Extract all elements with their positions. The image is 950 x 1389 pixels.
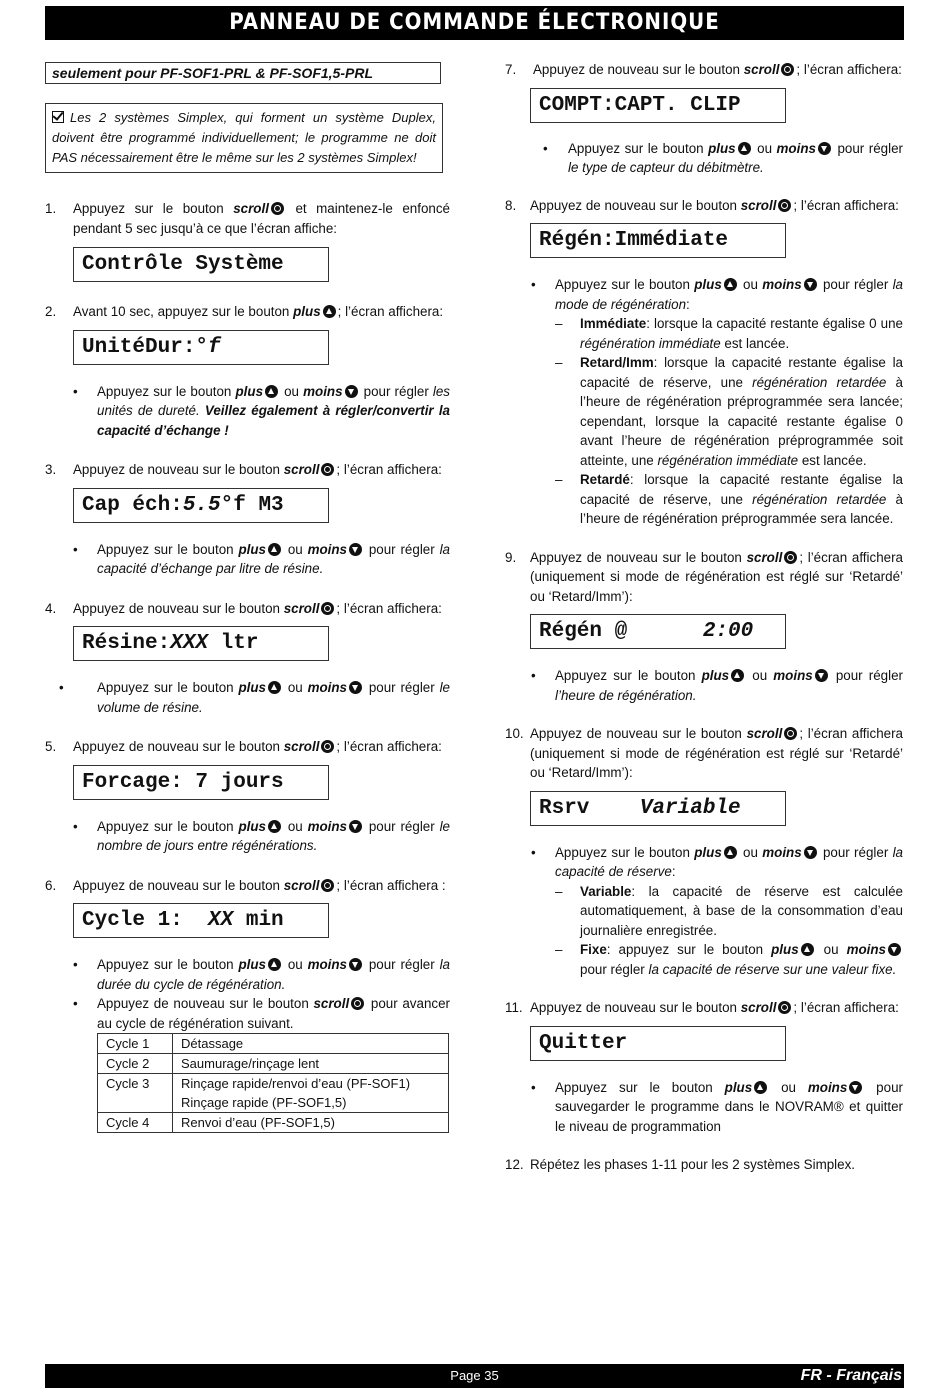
step-text: Répétez les phases 1-11 pour les 2 systèmes Simplex. bbox=[530, 1157, 856, 1172]
bullet-text: ou bbox=[282, 818, 308, 834]
bullet-italic: la capacité de réserve bbox=[555, 844, 903, 879]
option-name: Variable bbox=[580, 883, 632, 899]
bullet-dot: • bbox=[531, 1079, 536, 1095]
key-name: plus bbox=[238, 818, 266, 834]
bullet-text: Appuyez sur le bouton bbox=[568, 140, 709, 156]
lcd-display: Contrôle Système bbox=[73, 247, 329, 282]
lcd-display: COMPT:CAPT. CLIP bbox=[530, 88, 786, 123]
lcd-display bbox=[530, 614, 786, 649]
lcd-value: 5.5 bbox=[182, 493, 221, 517]
bullet-text: pour régler bbox=[818, 277, 893, 292]
bullet-text: pour avancer au cycle de régénération suivant. bbox=[97, 996, 450, 1031]
dash: – bbox=[555, 316, 563, 331]
lcd-value: 2:00 bbox=[702, 620, 754, 643]
lcd-display: Quitter bbox=[530, 1026, 786, 1061]
table-cell: Saumurage/rinçage lent bbox=[173, 1054, 449, 1074]
scroll-icon bbox=[321, 463, 334, 476]
lcd-text: ltr bbox=[208, 632, 259, 655]
step-number: 3. bbox=[45, 462, 57, 477]
sub-item bbox=[555, 940, 903, 979]
bullet-dot: • bbox=[531, 844, 536, 860]
sub-text: à l’heure de régénération préprogrammée sera lancée; cependant, lorsque la capacité restante égalise 0 avant l’heure de régénération préprogrammée soit atteinte, une bbox=[580, 374, 903, 468]
step-1 bbox=[45, 199, 450, 238]
bullet-italic: la mode de régénération bbox=[555, 277, 903, 312]
step-text: et maintenez-le enfoncé pendant 5 sec jusqu’à ce que l’écran affiche: bbox=[73, 201, 450, 236]
step-number: 8. bbox=[505, 197, 517, 213]
bullet-warning: Veillez également à régler/convertir la capacité d’échange ! bbox=[97, 403, 450, 438]
cell-line: Rinçage rapide (PF-SOF1,5) bbox=[181, 1095, 347, 1110]
plus-icon bbox=[724, 278, 737, 291]
scroll-icon bbox=[778, 1001, 791, 1014]
bullet-item bbox=[505, 666, 903, 705]
step-text: ; l’écran affichera: bbox=[337, 304, 444, 319]
cycle-table bbox=[97, 1033, 449, 1133]
minus-icon bbox=[888, 943, 901, 956]
key-name: moins bbox=[307, 818, 347, 834]
lcd-text: Cycle 1: bbox=[82, 909, 209, 932]
scroll-icon bbox=[321, 879, 334, 892]
key-name: scroll bbox=[283, 739, 320, 754]
bullet-text: ou bbox=[769, 1079, 808, 1095]
plus-icon bbox=[724, 846, 737, 859]
bullet-text: ou bbox=[282, 680, 308, 695]
dash: – bbox=[555, 883, 563, 899]
step-11 bbox=[505, 998, 903, 1018]
sub-item bbox=[555, 314, 903, 353]
step-text: ; l’écran affichera: bbox=[796, 62, 902, 77]
bullet-italic: le type de capteur du débitmètre. bbox=[568, 160, 764, 175]
key-name: scroll bbox=[283, 462, 320, 477]
step-text: Appuyez de nouveau sur le bouton bbox=[530, 549, 747, 565]
scroll-icon bbox=[784, 551, 797, 564]
scroll-icon bbox=[321, 602, 334, 615]
minus-icon bbox=[345, 385, 358, 398]
bullet-dot: • bbox=[531, 277, 536, 292]
step-number: 10. bbox=[505, 726, 524, 741]
key-name: scroll bbox=[746, 726, 783, 741]
right-column bbox=[505, 60, 903, 1175]
key-name: scroll bbox=[233, 201, 269, 216]
bullet-dot: • bbox=[543, 140, 548, 156]
key-name: moins bbox=[307, 680, 347, 695]
sub-italic: régénération retardée bbox=[752, 491, 887, 507]
step-number: 12. bbox=[505, 1157, 524, 1172]
option-name: Immédiate bbox=[580, 316, 647, 331]
minus-icon bbox=[804, 846, 817, 859]
bullet-text: pour régler bbox=[364, 957, 440, 972]
bullet-text: pour régler bbox=[829, 668, 903, 683]
step-text: ; l’écran affichera: bbox=[793, 197, 899, 213]
scroll-icon bbox=[781, 63, 794, 76]
step-number: 11. bbox=[505, 1000, 523, 1015]
key-name: moins bbox=[762, 277, 802, 292]
bullet-dot: • bbox=[59, 680, 64, 695]
bullet-item bbox=[45, 994, 450, 1033]
step-number: 7. bbox=[505, 62, 517, 77]
scroll-icon bbox=[271, 202, 284, 215]
plus-icon bbox=[268, 820, 281, 833]
bullet-text: Appuyez sur le bouton bbox=[97, 957, 239, 972]
step-2 bbox=[45, 302, 450, 322]
note-box bbox=[45, 103, 443, 173]
bullet-text: ou bbox=[738, 277, 763, 292]
key-name: scroll bbox=[743, 62, 780, 77]
step-text: Avant 10 sec, appuyez sur le bouton bbox=[73, 304, 294, 319]
option-name: Fixe bbox=[580, 942, 607, 957]
lcd-text: min bbox=[233, 909, 284, 932]
colon: : bbox=[686, 296, 690, 312]
lcd-display bbox=[73, 626, 329, 661]
bullet-italic: l’heure de régénération. bbox=[555, 687, 697, 703]
key-name: plus bbox=[238, 680, 266, 695]
dash: – bbox=[555, 355, 563, 370]
bullet-text: ou bbox=[746, 668, 774, 683]
sub-text: ou bbox=[815, 942, 847, 957]
plus-icon bbox=[731, 669, 744, 682]
lcd-value: XXX bbox=[170, 632, 209, 655]
step-8 bbox=[505, 196, 903, 216]
minus-icon bbox=[349, 958, 362, 971]
key-name: plus bbox=[708, 140, 736, 156]
lcd-value: Variable bbox=[639, 796, 741, 820]
sub-text: : lorsque la capacité restante égalise 0 une bbox=[646, 316, 903, 331]
bullet-text: ou bbox=[280, 383, 304, 399]
key-name: plus bbox=[235, 383, 264, 399]
step-12 bbox=[505, 1155, 903, 1175]
step-text: Appuyez de nouveau sur le bouton bbox=[73, 462, 284, 477]
table-cell: Cycle 3 bbox=[98, 1074, 173, 1113]
step-text: Appuyez de nouveau sur le bouton bbox=[533, 62, 744, 77]
key-name: moins bbox=[807, 1079, 848, 1095]
key-name: plus bbox=[771, 942, 799, 957]
bullet-dot: • bbox=[531, 668, 536, 683]
bullet-text: pour régler bbox=[364, 541, 440, 557]
key-name: scroll bbox=[740, 1000, 777, 1015]
sub-italic: régénération immédiate bbox=[580, 335, 721, 351]
page-footer bbox=[45, 1364, 904, 1388]
step-number: 9. bbox=[505, 549, 517, 565]
table-cell: Renvoi d’eau (PF-SOF1,5) bbox=[173, 1113, 449, 1133]
step-number: 4. bbox=[45, 600, 57, 616]
step-9 bbox=[505, 548, 903, 607]
bullet-item bbox=[45, 817, 450, 856]
step-number: 6. bbox=[45, 877, 57, 893]
page-number: Page 35 bbox=[450, 1368, 499, 1383]
key-name: moins bbox=[773, 668, 813, 683]
minus-icon bbox=[349, 543, 362, 556]
sub-italic: la capacité de réserve sur une valeur fixe. bbox=[648, 961, 897, 977]
key-name: moins bbox=[846, 942, 886, 957]
key-name: scroll bbox=[746, 549, 783, 565]
bullet-text: Appuyez sur le bouton bbox=[97, 680, 239, 695]
lcd-text: Rsrv bbox=[539, 796, 640, 820]
minus-icon bbox=[818, 142, 831, 155]
key-name: plus bbox=[694, 844, 722, 860]
lcd-text: UnitéDur: bbox=[82, 335, 196, 359]
table-row bbox=[98, 1054, 449, 1074]
sub-text: à l’heure de régénération préprogrammée sera lancée. bbox=[580, 491, 903, 526]
key-name: scroll bbox=[283, 600, 320, 616]
bullet-dot: • bbox=[73, 996, 78, 1011]
sub-item bbox=[555, 353, 903, 470]
table-cell: Cycle 2 bbox=[98, 1054, 173, 1074]
dash: – bbox=[555, 472, 563, 487]
sub-italic: régénération retardée bbox=[752, 374, 887, 390]
lcd-value: °f bbox=[195, 335, 221, 359]
step-text: ; l’écran affichera (uniquement si mode de régénération est réglé sur ‘Retardé’ ou ‘Retard/Imm’): bbox=[530, 549, 903, 604]
bullet-text: Appuyez de nouveau sur le bouton bbox=[97, 996, 314, 1011]
table-row bbox=[98, 1113, 449, 1133]
step-10 bbox=[505, 724, 903, 783]
bullet-text: ou bbox=[282, 957, 308, 972]
key-name: moins bbox=[303, 383, 343, 399]
sub-text: est lancée. bbox=[798, 452, 867, 468]
sub-text: : appuyez sur le bouton bbox=[606, 942, 772, 957]
key-name: plus bbox=[293, 304, 321, 319]
key-name: plus bbox=[238, 541, 266, 557]
step-3 bbox=[45, 460, 450, 480]
plus-icon bbox=[268, 681, 281, 694]
step-text: ; l’écran affichera: bbox=[336, 462, 442, 477]
bullet-text: Appuyez sur le bouton bbox=[97, 541, 239, 557]
model-title: seulement pour PF-SOF1-PRL & PF-SOF1,5-PRL bbox=[45, 62, 441, 84]
plus-icon bbox=[323, 305, 336, 318]
step-6 bbox=[45, 876, 450, 896]
key-name: moins bbox=[307, 957, 347, 972]
table-cell: Détassage bbox=[173, 1034, 449, 1054]
lcd-display bbox=[73, 330, 329, 365]
bullet-text: pour régler bbox=[818, 844, 893, 860]
option-name: Retardé bbox=[580, 472, 630, 487]
scroll-icon bbox=[778, 199, 791, 212]
lcd-display: Régén:Immédiate bbox=[530, 223, 786, 258]
step-number: 5. bbox=[45, 739, 57, 754]
plus-icon bbox=[268, 958, 281, 971]
step-text: Appuyez de nouveau sur le bouton bbox=[73, 600, 284, 616]
bullet-item bbox=[505, 139, 903, 178]
language-label: FR - Français bbox=[800, 1367, 902, 1384]
plus-icon bbox=[268, 543, 281, 556]
bullet-text: pour régler bbox=[364, 680, 440, 695]
sub-text: pour régler bbox=[580, 961, 649, 977]
key-name: plus bbox=[238, 957, 266, 972]
key-name: moins bbox=[762, 844, 802, 860]
sub-text: : lorsque la capacité restante égalise la capacité de réserve, une bbox=[580, 355, 903, 390]
bullet-text: ou bbox=[738, 844, 763, 860]
bullet-item bbox=[45, 540, 450, 579]
plus-icon bbox=[265, 385, 278, 398]
scroll-icon bbox=[321, 740, 334, 753]
sub-text: est lancée. bbox=[720, 335, 790, 351]
bullet-text: Appuyez sur le bouton bbox=[97, 383, 236, 399]
key-name: moins bbox=[776, 140, 816, 156]
step-7 bbox=[505, 60, 903, 80]
lcd-display bbox=[73, 488, 329, 523]
plus-icon bbox=[754, 1081, 767, 1094]
bullet-text: Appuyez sur le bouton bbox=[97, 818, 239, 834]
bullet-text: Appuyez sur le bouton bbox=[555, 277, 695, 292]
bullet-italic: le nombre de jours entre régénérations. bbox=[97, 818, 450, 853]
bullet-item bbox=[505, 1078, 903, 1137]
cell-line: Rinçage rapide/renvoi d’eau (PF-SOF1) bbox=[181, 1076, 411, 1091]
key-name: plus bbox=[724, 1079, 753, 1095]
bullet-text: ou bbox=[282, 541, 308, 557]
step-number: 1. bbox=[45, 201, 57, 216]
lcd-text: °f M3 bbox=[220, 493, 284, 517]
bullet-text: ou bbox=[752, 140, 777, 156]
step-text: ; l’écran affichera: bbox=[793, 1000, 899, 1015]
key-name: moins bbox=[307, 541, 347, 557]
minus-icon bbox=[815, 669, 828, 682]
minus-icon bbox=[349, 681, 362, 694]
checkbox-icon bbox=[52, 111, 64, 123]
lcd-value: XX bbox=[208, 909, 234, 932]
bullet-item bbox=[45, 382, 450, 441]
lcd-display: Forcage: 7 jours bbox=[73, 765, 329, 800]
scroll-icon bbox=[784, 727, 797, 740]
lcd-text: Résine: bbox=[82, 632, 171, 655]
bullet-italic: la capacité d’échange par litre de résine. bbox=[97, 541, 450, 576]
bullet-item bbox=[505, 275, 903, 529]
sub-italic: régénération immédiate bbox=[657, 452, 799, 468]
table-row bbox=[98, 1034, 449, 1054]
bullet-italic: les unités de dureté. bbox=[97, 383, 450, 418]
step-4 bbox=[45, 599, 450, 619]
bullet-italic: le volume de résine. bbox=[97, 680, 450, 715]
note-text: Les 2 systèmes Simplex, qui forment un système Duplex, doivent être programmé individuellement; le programme ne doit PAS nécessairement être le même sur les 2 systèmes Simplex! bbox=[52, 110, 436, 165]
bullet-item bbox=[45, 678, 450, 717]
bullet-text: Appuyez sur le bouton bbox=[555, 1079, 725, 1095]
lcd-text: Cap éch: bbox=[82, 493, 183, 517]
bullet-text: pour régler bbox=[364, 818, 440, 834]
lcd-display bbox=[530, 791, 786, 826]
key-name: scroll bbox=[313, 996, 350, 1011]
colon: : bbox=[671, 864, 676, 879]
sub-text: : la capacité de réserve est calculée automatiquement, à base de la consommation d’eau journalière enregistrée. bbox=[580, 883, 903, 938]
bullet-text: Appuyez sur le bouton bbox=[555, 844, 695, 860]
left-column bbox=[45, 62, 450, 1133]
step-text: Appuyez de nouveau sur le bouton bbox=[530, 197, 741, 213]
bullet-item bbox=[505, 843, 903, 980]
minus-icon bbox=[849, 1081, 862, 1094]
sub-item bbox=[555, 882, 903, 941]
step-text: ; l’écran affichera: bbox=[336, 739, 442, 754]
sub-text: : lorsque la capacité restante égalise la capacité de réserve, une bbox=[580, 472, 903, 507]
step-text: ; l’écran affichera (uniquement si mode de régénération est réglé sur ‘Retardé’ ou ‘Retard/Imm’): bbox=[530, 726, 903, 780]
lcd-display bbox=[73, 903, 329, 938]
step-5 bbox=[45, 737, 450, 757]
sub-item bbox=[555, 470, 903, 529]
step-text: Appuyez sur le bouton bbox=[73, 201, 234, 216]
table-cell: Cycle 1 bbox=[98, 1034, 173, 1054]
scroll-icon bbox=[351, 997, 364, 1010]
bullet-text: pour régler bbox=[359, 383, 433, 399]
plus-icon bbox=[738, 142, 751, 155]
step-number: 2. bbox=[45, 304, 57, 319]
table-row bbox=[98, 1074, 449, 1113]
minus-icon bbox=[804, 278, 817, 291]
step-text: Appuyez de nouveau sur le bouton bbox=[73, 739, 284, 754]
bullet-dot: • bbox=[73, 818, 78, 834]
option-name: Retard/Imm bbox=[580, 355, 654, 370]
dash: – bbox=[555, 942, 563, 957]
lcd-text: Régén @ bbox=[539, 620, 703, 643]
table-cell: Cycle 4 bbox=[98, 1113, 173, 1133]
bullet-dot: • bbox=[73, 541, 78, 557]
minus-icon bbox=[349, 820, 362, 833]
bullet-italic: la durée du cycle de régénération. bbox=[97, 957, 450, 992]
step-text: ; l’écran affichera : bbox=[336, 877, 446, 893]
table-cell bbox=[173, 1074, 449, 1113]
key-name: plus bbox=[694, 277, 722, 292]
key-name: scroll bbox=[740, 197, 777, 213]
bullet-text: Appuyez sur le bouton bbox=[555, 668, 702, 683]
bullet-dot: • bbox=[73, 383, 78, 399]
step-text: Appuyez de nouveau sur le bouton bbox=[530, 726, 747, 741]
key-name: plus bbox=[701, 668, 730, 683]
bullet-text: pour sauvegarder le programme dans le NOVRAM® et quitter le niveau de programmation bbox=[555, 1079, 903, 1134]
step-text: Appuyez de nouveau sur le bouton bbox=[73, 877, 284, 893]
step-text: Appuyez de nouveau sur le bouton bbox=[530, 1000, 741, 1015]
key-name: scroll bbox=[283, 877, 320, 893]
bullet-dot: • bbox=[73, 957, 78, 972]
bullet-item bbox=[45, 955, 450, 994]
step-text: ; l’écran affichera: bbox=[336, 600, 442, 616]
page-header: PANNEAU DE COMMANDE ÉLECTRONIQUE bbox=[45, 6, 904, 40]
bullet-text: pour régler bbox=[832, 140, 903, 156]
plus-icon bbox=[801, 943, 814, 956]
